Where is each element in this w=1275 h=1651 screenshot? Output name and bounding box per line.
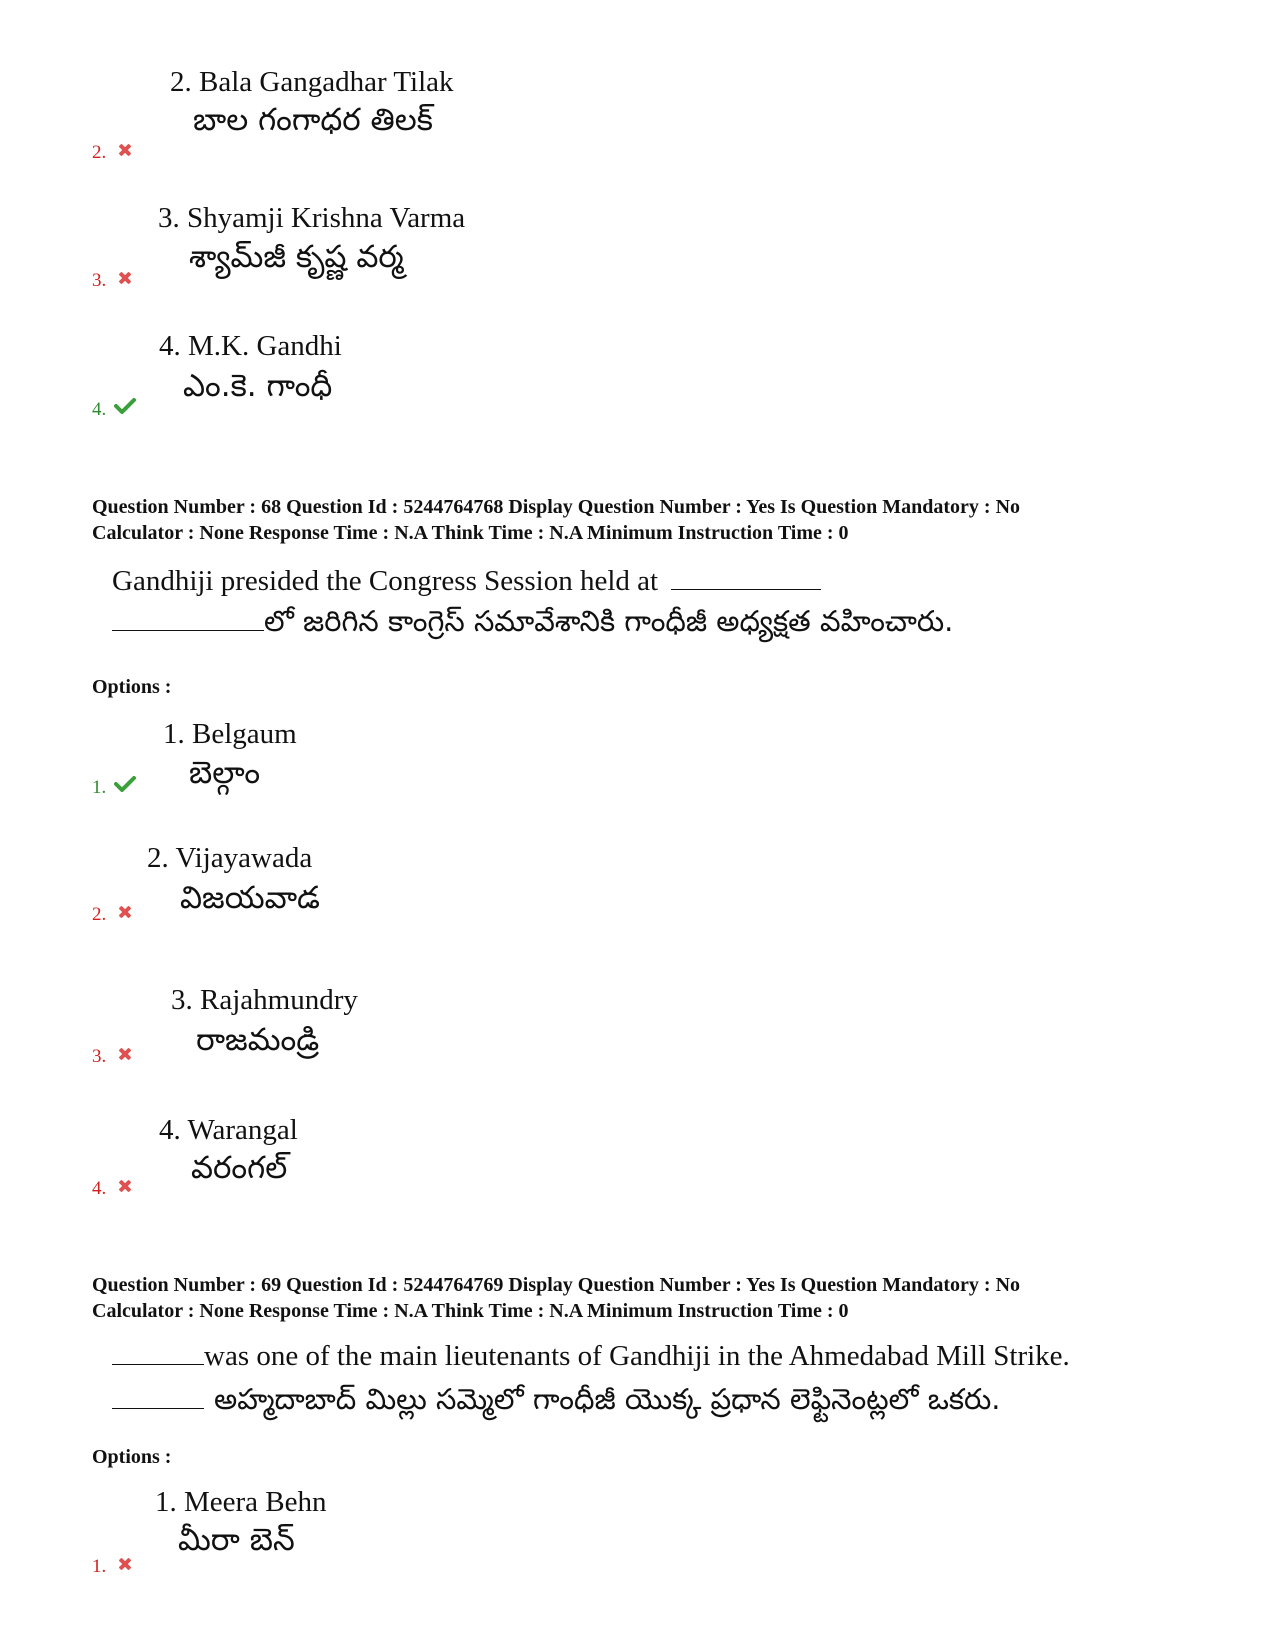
wrong-icon [118,143,132,157]
option-text-en: 3. Shyamji Krishna Varma [158,202,466,234]
question-text-te: లో జరిగిన కాంగ్రెస్ సమావేశానికి గాంధీజీ అధ్యక్షత వహించారు. [112,602,953,640]
wrong-icon [118,1557,132,1571]
option-text-te: విజయవాడ [180,880,320,916]
wrong-icon [118,1047,132,1061]
option-text-en: 4. Warangal [159,1114,298,1146]
option-text-en: 2. Bala Gangadhar Tilak [170,66,454,98]
question-meta-line-1: Question Number : 68 Question Id : 5244764768 Display Question Number : Yes Is Question Mandatory : No [92,496,1021,518]
question-text-en: Gandhiji presided the Congress Session held at [112,563,821,598]
option-text-te: వరంగల్ [191,1150,288,1186]
question-meta-line-2: Calculator : None Response Time : N.A Think Time : N.A Minimum Instruction Time : 0 [92,1300,849,1322]
options-label: Options : [92,676,172,698]
option-text-en: 4. M.K. Gandhi [159,330,342,362]
option-text-en: 1. Belgaum [163,718,297,750]
wrong-icon [118,1179,132,1193]
option-text-te: శ్యామ్‌జీ కృష్ణ వర్మ [189,239,404,275]
question-text-en: was one of the main lieutenants of Gandhiji in the Ahmedabad Mill Strike. [112,1338,1070,1373]
check-icon [114,398,136,414]
fill-blank [112,1338,204,1365]
question-text-te: అహ్మదాబాద్ మిల్లు సమ్మెలో గాంధీజీ యొక్క ప్రధాన లెఫ్టినెంట్లలో ఒకరు. [112,1380,1000,1418]
option-text-en: 2. Vijayawada [147,842,313,874]
option-text-te: బెల్గాం [189,755,261,791]
option-marker: 1. [92,1557,132,1577]
option-marker: 3. [92,1047,132,1067]
wrong-icon [118,271,132,285]
question-meta-line-2: Calculator : None Response Time : N.A Think Time : N.A Minimum Instruction Time : 0 [92,522,849,544]
fill-blank [671,563,821,590]
option-marker: 1. [92,778,136,798]
fill-blank [112,604,264,631]
options-label: Options : [92,1446,172,1468]
option-text-te: బాల గంగాధర తిలక్ [193,102,433,138]
wrong-icon [118,905,132,919]
option-marker: 4. [92,400,136,420]
option-text-en: 1. Meera Behn [155,1486,327,1518]
option-text-te: ఎం.కె. గాంధీ [183,368,333,404]
option-text-en: 3. Rajahmundry [171,984,358,1016]
option-text-te: రాజమండ్రి [196,1022,320,1058]
option-text-te: మీరా బెన్ [178,1522,295,1558]
option-marker: 4. [92,1179,132,1199]
option-marker: 2. [92,143,132,163]
check-icon [114,776,136,792]
fill-blank [112,1382,204,1409]
question-meta-line-1: Question Number : 69 Question Id : 5244764769 Display Question Number : Yes Is Question Mandatory : No [92,1274,1021,1296]
option-marker: 2. [92,905,132,925]
option-marker: 3. [92,271,132,291]
